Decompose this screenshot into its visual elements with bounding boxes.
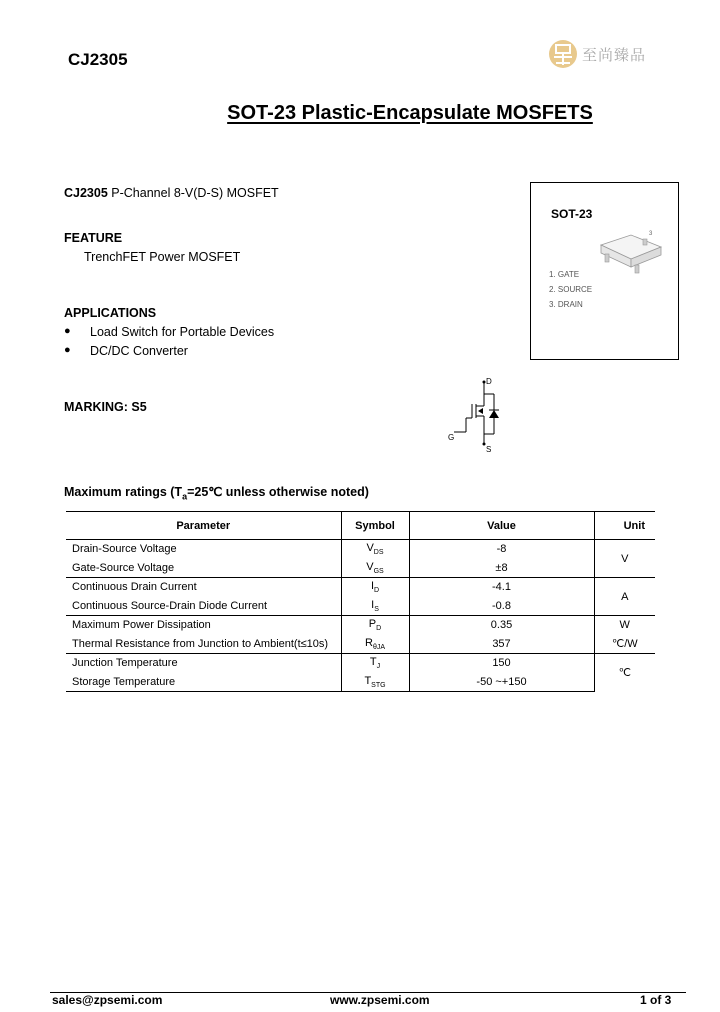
param-cell: Drain-Source Voltage bbox=[72, 543, 177, 556]
table-row bbox=[66, 540, 655, 559]
part-number: CJ2305 bbox=[68, 50, 128, 69]
table-row bbox=[66, 616, 655, 635]
symbol-cell: $T_J$ bbox=[341, 654, 409, 673]
symbol-cell: $P_D$ bbox=[341, 616, 409, 635]
ratings-title-sub: a bbox=[182, 491, 188, 502]
symbol-cell: $I_D$ bbox=[341, 578, 409, 597]
gate-label: G bbox=[448, 433, 455, 442]
unit-cell: A bbox=[594, 578, 655, 616]
application-text: Load Switch for Portable Devices bbox=[90, 325, 275, 339]
value-cell: -0.8 bbox=[409, 597, 594, 616]
symbol-cell: $V_{DS}$ bbox=[341, 540, 409, 559]
pin-item: 2. SOURCE bbox=[549, 285, 593, 294]
applications-heading: APPLICATIONS bbox=[64, 306, 157, 320]
pin3-label: 3 bbox=[649, 231, 653, 237]
table-row bbox=[66, 654, 655, 673]
package-box bbox=[530, 182, 679, 360]
value-cell: -50 ~+150 bbox=[409, 673, 594, 692]
intro-description: P-Channel 8-V(D-S) MOSFET bbox=[111, 186, 279, 200]
bullet-icon: ● bbox=[64, 325, 71, 337]
param-cell: Gate-Source Voltage bbox=[66, 559, 341, 578]
marking-label: MARKING: S5 bbox=[64, 400, 147, 414]
list-item bbox=[64, 344, 188, 358]
unit-cell: ℃ bbox=[594, 654, 655, 692]
symbol-cell: $R_{\theta JA}$ bbox=[341, 635, 409, 654]
ratings-title-prefix: Maximum ratings (T bbox=[64, 485, 183, 499]
value-cell: 150 bbox=[409, 654, 594, 673]
unit-cell: W bbox=[594, 616, 655, 635]
logo-mark-icon bbox=[548, 39, 578, 69]
company-logo bbox=[548, 38, 688, 70]
table-row bbox=[66, 559, 655, 578]
header-parameter: Parameter bbox=[66, 512, 341, 540]
value-cell: ±8 bbox=[409, 559, 594, 578]
param-cell: Maximum Power Dissipation bbox=[72, 619, 211, 632]
symbol-cell: $T_{STG}$ bbox=[341, 673, 409, 692]
table-header-row bbox=[66, 512, 655, 540]
param-cell: Continuous Drain Current bbox=[72, 581, 197, 594]
symbol-cell: $V_{GS}$ bbox=[341, 559, 409, 578]
value-cell: 357 bbox=[409, 635, 594, 654]
drain-label: D bbox=[486, 377, 492, 386]
source-label: S bbox=[486, 445, 492, 454]
application-text: DC/DC Converter bbox=[90, 344, 188, 358]
list-item bbox=[64, 325, 274, 339]
logo-text: 至尚臻品 bbox=[582, 45, 647, 64]
package-drawing-icon bbox=[591, 227, 667, 289]
param-cell: Junction Temperature bbox=[72, 657, 178, 670]
symbol-cell: $I_S$ bbox=[341, 597, 409, 616]
pin-item: 1. GATE bbox=[549, 270, 580, 279]
intro-line bbox=[64, 186, 279, 200]
value-cell: -4.1 bbox=[409, 578, 594, 597]
header-unit: Unit bbox=[594, 512, 655, 540]
page-number: 1 of 3 bbox=[640, 993, 672, 1007]
unit-cell: V bbox=[594, 540, 655, 578]
unit-cell: ℃/W bbox=[594, 635, 655, 654]
bullet-icon: ● bbox=[64, 344, 71, 356]
feature-text: TrenchFET Power MOSFET bbox=[84, 250, 241, 264]
table-row bbox=[66, 635, 655, 654]
package-name: SOT-23 bbox=[551, 207, 593, 221]
ratings-title bbox=[64, 484, 369, 502]
ratings-table bbox=[66, 511, 655, 692]
value-cell: -8 bbox=[409, 540, 594, 559]
param-cell: Storage Temperature bbox=[66, 673, 341, 692]
pin-item: 3. DRAIN bbox=[549, 300, 583, 309]
footer-website[interactable]: www.zpsemi.com bbox=[330, 993, 430, 1007]
mosfet-symbol-icon bbox=[440, 370, 510, 454]
intro-part: CJ2305 bbox=[64, 186, 108, 200]
header-symbol: Symbol bbox=[341, 512, 409, 540]
feature-heading: FEATURE bbox=[64, 231, 123, 245]
table-row bbox=[66, 578, 655, 597]
pin-list bbox=[549, 267, 592, 312]
value-cell: 0.35 bbox=[409, 616, 594, 635]
table-row bbox=[66, 597, 655, 616]
table-row bbox=[66, 673, 655, 692]
param-cell: Continuous Source-Drain Diode Current bbox=[66, 597, 341, 616]
header-value: Value bbox=[409, 512, 594, 540]
document-title: SOT-23 Plastic-Encapsulate MOSFETS bbox=[227, 102, 593, 124]
ratings-title-suffix: =25℃ unless otherwise noted) bbox=[187, 485, 369, 499]
param-cell: Thermal Resistance from Junction to Ambient(t≤10s) bbox=[66, 635, 341, 654]
footer-email[interactable]: sales@zpsemi.com bbox=[52, 993, 163, 1007]
